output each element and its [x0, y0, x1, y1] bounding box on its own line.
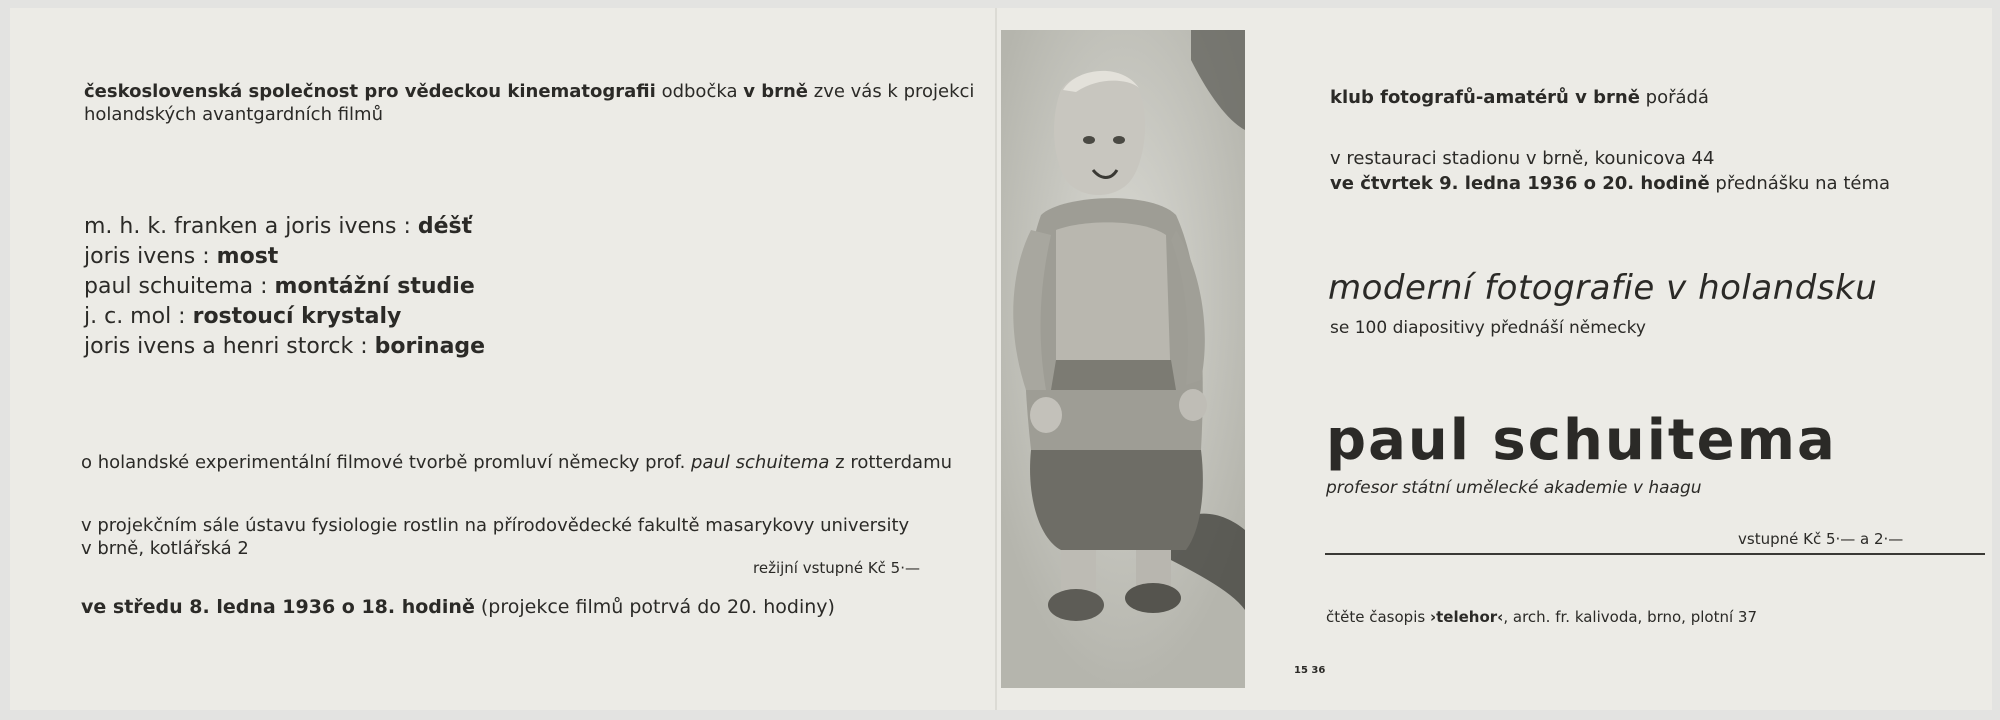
child-photo-icon [1001, 30, 1245, 688]
film-title: most [216, 244, 279, 269]
screening-fee: režijní vstupné Kč 5·— [753, 559, 920, 577]
intro-tail: zve vás k projekci [813, 81, 975, 102]
fold-line [995, 8, 997, 710]
film-row [84, 272, 485, 302]
film-authors: m. h. k. franken a joris ivens : [84, 214, 411, 239]
film-title: déšť [417, 214, 473, 239]
child-photo-drawing [1001, 30, 1245, 688]
screening-date-rest: (projekce filmů potrvá do 20. hodiny) [480, 596, 835, 618]
lecture-post: z rotterdamu [835, 452, 953, 473]
film-title: montážní studie [274, 274, 475, 299]
lecture-title: moderní fotografie v holandsku [1328, 268, 1878, 308]
speaker-name: paul schuitema [1326, 408, 1837, 473]
screening-date [81, 596, 835, 618]
film-row [84, 332, 485, 362]
film-row [84, 302, 485, 332]
intro-city: v brně [743, 81, 809, 102]
lecture-date-rest: přednášku na téma [1715, 173, 1891, 194]
film-authors: paul schuitema : [84, 274, 268, 299]
lecture-note [81, 451, 952, 474]
lecture-venue: v restauraci stadionu v brně, kounicova 44 [1330, 148, 1715, 169]
magazine-post: , arch. fr. kalivoda, brno, plotní 37 [1503, 608, 1757, 626]
lecture-date [1330, 172, 1890, 195]
film-row [84, 242, 485, 272]
film-row [84, 212, 485, 242]
magazine-pre: čtěte časopis [1326, 608, 1426, 626]
magazine-name: ›telehor‹ [1429, 608, 1504, 626]
lecture-pre: o holandské experimentální filmové tvorbě promluví německy prof. [81, 452, 686, 473]
film-authors: joris ivens : [84, 244, 210, 269]
left-intro [84, 80, 974, 126]
film-title: rostoucí krystaly [192, 304, 402, 329]
speaker-title: profesor státní umělecké akademie v haagu [1326, 478, 1702, 498]
magazine-note [1326, 608, 1757, 626]
club-line [1330, 86, 1709, 109]
lecturer-name: paul schuitema [691, 452, 830, 473]
org-name: československá společnost pro vědeckou kinematografii [84, 81, 656, 102]
lecture-date-bold: ve čtvrtek 9. ledna 1936 o 20. hodině [1330, 173, 1710, 194]
film-authors: j. c. mol : [84, 304, 186, 329]
intro-mid: odbočka [661, 81, 738, 102]
film-authors: joris ivens a henri storck : [84, 334, 368, 359]
divider-rule [1325, 553, 1985, 555]
slides-note: se 100 diapositivy přednáší německy [1330, 318, 1646, 338]
venue-line1: v projekčním sále ústavu fysiologie rostlin na přírodovědecké fakultě masarykovy university [81, 515, 910, 536]
intro-line2: holandských avantgardních filmů [84, 104, 383, 125]
film-list [84, 212, 485, 362]
film-venue [81, 514, 909, 560]
club-rest: pořádá [1645, 87, 1709, 108]
film-title: borinage [374, 334, 486, 359]
venue-line2: v brně, kotlářská 2 [81, 538, 249, 559]
screening-date-bold: ve středu 8. ledna 1936 o 18. hodině [81, 596, 475, 618]
club-name: klub fotografů-amatérů v brně [1330, 87, 1640, 108]
lecture-fee: vstupné Kč 5·— a 2·— [1738, 530, 1904, 548]
print-code: 15 36 [1294, 665, 1326, 676]
